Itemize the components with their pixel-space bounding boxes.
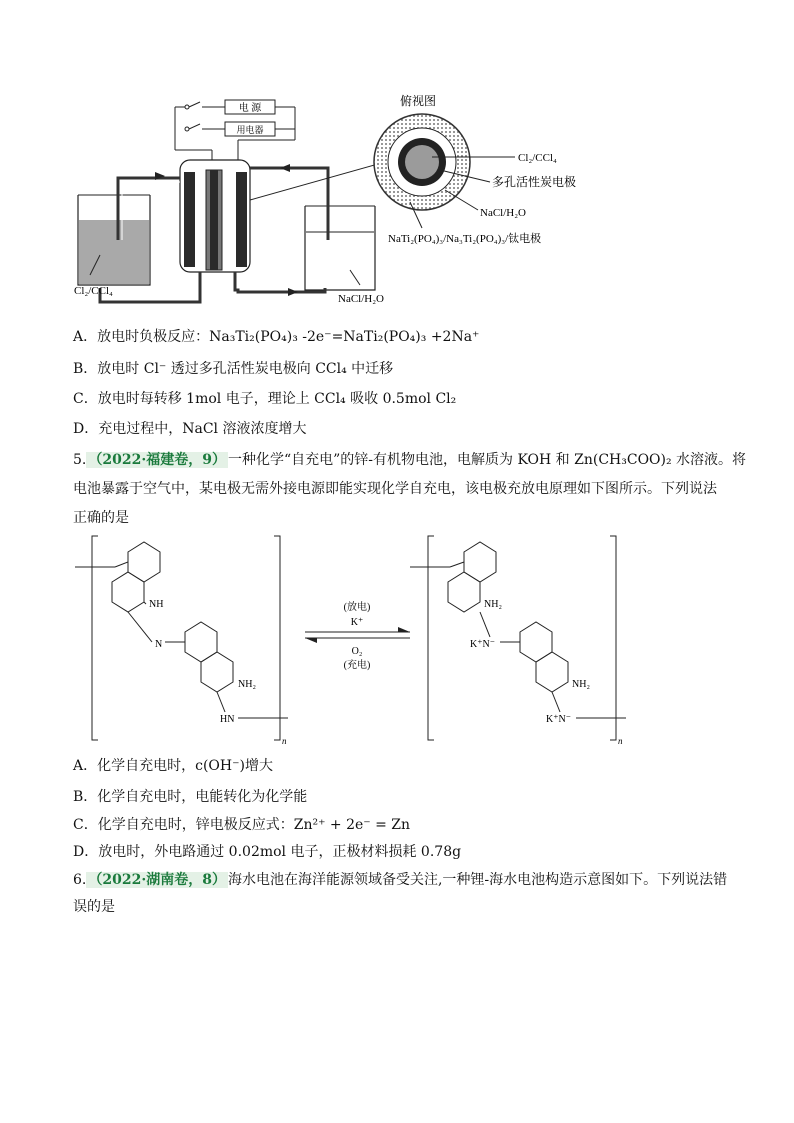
- q6-line1-text: 海水电池在海洋能源领域备受关注,一种锂-海水电池构造示意图如下。下列说法错: [227, 872, 728, 888]
- power-label: 电 源: [238, 103, 262, 114]
- q4-option-a-formula: Na₃Ti₂(PO₄)₃ -2e⁻=NaTi₂(PO₄)₃ +2Na⁺: [209, 329, 480, 345]
- q5-option-d: D．放电时，外电路通过 0.02mol 电子，正极材料损耗 0.78g: [73, 844, 462, 860]
- q4-option-c: C．放电时每转移 1mol 电子，理论上 CCl₄ 吸收 0.5mol Cl₂: [73, 391, 457, 407]
- left-nh-label: NH: [149, 599, 164, 610]
- arrow-k-label: K⁺: [350, 617, 364, 628]
- arrow-discharge-label: (放电): [343, 602, 371, 613]
- left-nh2-label: NH₂: [238, 679, 256, 690]
- nacl-ring-label: NaCl/H₂O: [480, 207, 526, 219]
- right-kn1-label: K⁺N⁻: [470, 639, 495, 650]
- right-beaker-label: NaCl/H₂O: [338, 293, 384, 305]
- arrow-charge-label: (充电): [343, 660, 371, 671]
- q5-stem-line2: 电池暴露于空气中，某电极无需外接电源即能实现化学自充电，该电极充放电原理如下图所示。下列说法: [73, 481, 717, 497]
- top-view-cl2-label: Cl₂/CCl₄: [518, 152, 557, 164]
- carbon-electrode-label: 多孔活性炭电极: [492, 175, 577, 189]
- left-subscript-n: n: [282, 736, 287, 746]
- q6-number: 6.: [73, 872, 87, 888]
- q5-option-a: A．化学自充电时，c(OH⁻)增大: [73, 758, 273, 774]
- arrow-o2-label: O₂: [351, 646, 363, 657]
- q6-stem-line1: [73, 870, 727, 890]
- q5-line1-text: 一种化学“自充电”的锌-有机物电池，电解质为 KOH 和 Zn(CH₃COO)₂ 水溶液。将: [227, 452, 747, 468]
- right-nh2-mid-label: NH₂: [572, 679, 590, 690]
- right-nh2-top-label: NH₂: [484, 599, 502, 610]
- q5-option-c: C．化学自充电时，锌电极反应式：Zn²⁺ + 2e⁻ = Zn: [73, 817, 411, 833]
- q4-option-a-prefix: A．放电时负极反应：: [73, 329, 210, 345]
- q5-source-tag: （2022·福建卷，9）: [88, 452, 226, 468]
- q5-stem-line3: 正确的是: [73, 510, 129, 526]
- q5-option-b: B．化学自充电时，电能转化为化学能: [73, 789, 308, 805]
- q4-option-d: D．充电过程中，NaCl 溶液浓度增大: [73, 421, 307, 437]
- q4-option-a: [73, 327, 479, 347]
- right-subscript-n: n: [618, 736, 623, 746]
- q6-source-tag: （2022·湖南卷，8）: [88, 872, 226, 888]
- top-view-label: 俯视图: [400, 94, 437, 108]
- appliance-label: 用电器: [236, 125, 264, 135]
- q5-number: 5.: [73, 452, 87, 468]
- left-beaker-label: Cl₂/CCl₄: [74, 285, 113, 297]
- ti-electrode-label: NaTi₂(PO₄)₃/Na₃Ti₂(PO₄)₃/钛电极: [388, 233, 542, 245]
- battery-diagram: [60, 90, 620, 310]
- q6-stem-line2: 误的是: [73, 899, 115, 915]
- q5-stem-line1: [73, 450, 746, 470]
- reaction-scheme: [70, 532, 630, 747]
- right-kn2-label: K⁺N⁻: [546, 714, 571, 725]
- q4-option-b: B．放电时 Cl⁻ 透过多孔活性炭电极向 CCl₄ 中迁移: [73, 361, 394, 377]
- left-hn-label: HN: [220, 714, 235, 725]
- left-n-label: N: [155, 639, 163, 650]
